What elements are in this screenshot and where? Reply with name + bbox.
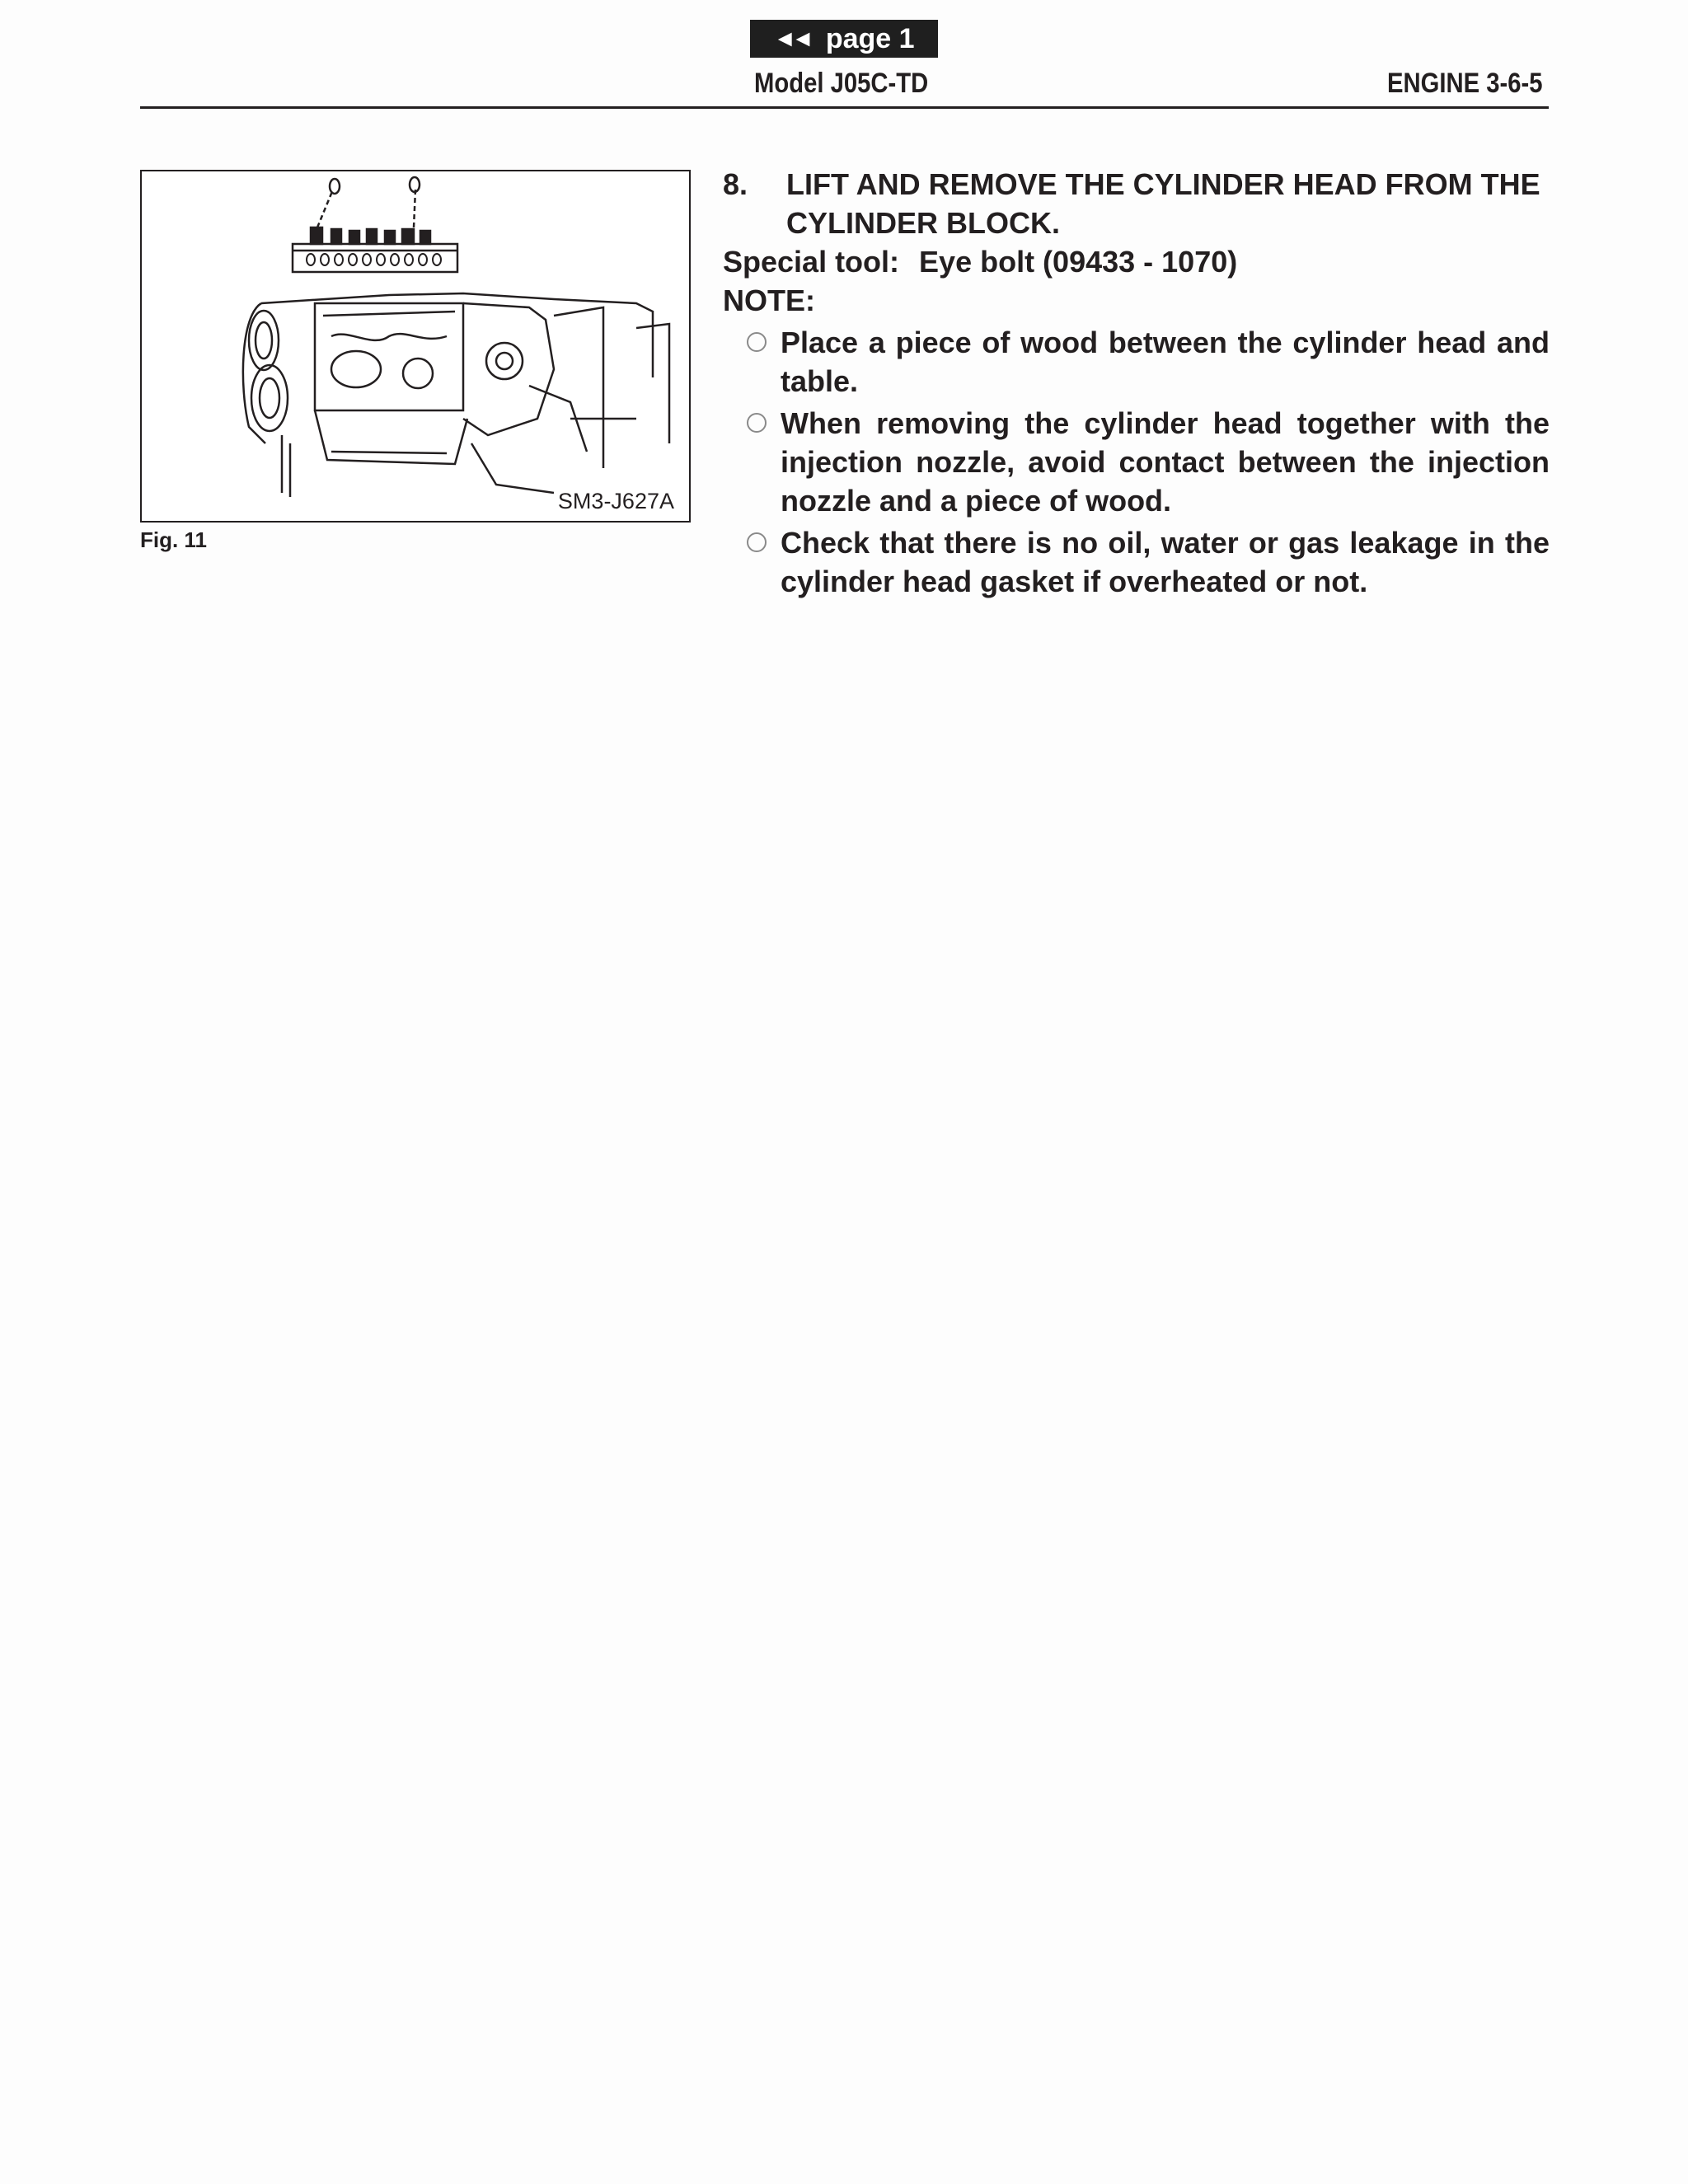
header-rule: [140, 106, 1549, 109]
figure-code: SM3-J627A: [557, 489, 674, 513]
special-tool-label: Special tool:: [723, 245, 900, 279]
figure-caption: Fig. 11: [140, 527, 207, 552]
engine-illustration: [142, 171, 689, 521]
note-item-text: Check that there is no oil, water or gas leakage in the cylinder head gasket if overheated or not.: [781, 526, 1550, 598]
special-tool-line: [723, 242, 1550, 281]
procedure-content: [723, 165, 1550, 601]
figure-box: [140, 170, 691, 523]
model-header: Model J05C-TD: [754, 68, 929, 99]
note-label: NOTE:: [723, 284, 815, 317]
step-number: 8.: [723, 167, 748, 201]
note-item: [723, 404, 1550, 520]
engine-block-drawing: [243, 293, 669, 497]
circle-bullet-icon: [747, 332, 767, 352]
step-title: LIFT AND REMOVE THE CYLINDER HEAD FROM THE CYLINDER BLOCK.: [786, 167, 1540, 240]
page-1-button[interactable]: [750, 20, 938, 58]
cylinder-head-drawing: [293, 177, 457, 272]
section-header: ENGINE 3-6-5: [1387, 68, 1543, 99]
circle-bullet-icon: [747, 532, 767, 552]
note-item: [723, 323, 1550, 401]
special-tool-value: Eye bolt (09433 - 1070): [919, 245, 1238, 279]
circle-bullet-icon: [747, 413, 767, 433]
note-item-text: When removing the cylinder head together with the injection nozzle, avoid contact between the injection nozzle and a piece of wood.: [781, 406, 1550, 518]
note-item: [723, 523, 1550, 601]
note-item-text: Place a piece of wood between the cylinder head and table.: [781, 326, 1550, 398]
page-button-label: page 1: [825, 22, 915, 54]
rewind-icon: ◄◄: [773, 26, 809, 51]
step-8: [723, 165, 1550, 242]
